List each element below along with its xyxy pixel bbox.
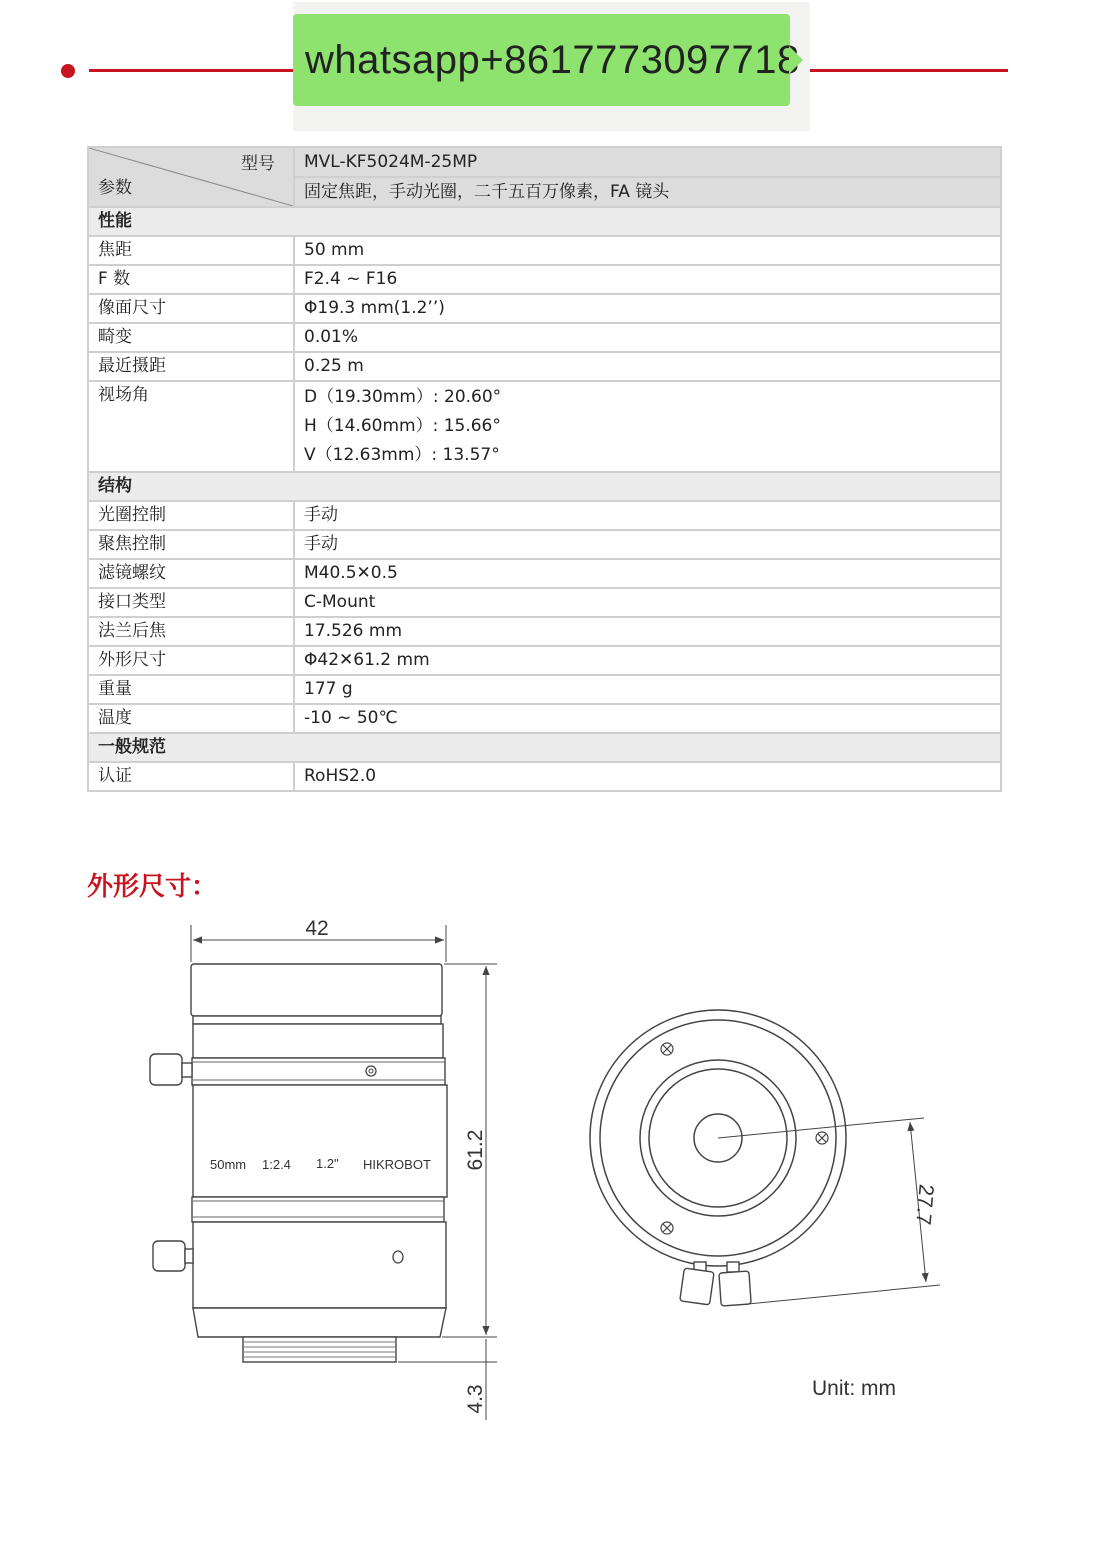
spec-row <box>88 704 1001 733</box>
spec-value: M40.5✕0.5 <box>294 559 1001 588</box>
header-rule-right <box>810 69 1008 72</box>
front-lock-knob-icon <box>680 1262 751 1306</box>
spec-label: 视场角 <box>88 381 294 472</box>
width-dimension-label: 42 <box>305 917 329 940</box>
spec-row <box>88 501 1001 530</box>
section-header-row <box>88 733 1001 762</box>
spec-value: 手动 <box>294 530 1001 559</box>
barrel-brand-text: HIKROBOT <box>363 1157 431 1172</box>
spec-value: 50 mm <box>294 236 1001 265</box>
spec-value: C-Mount <box>294 588 1001 617</box>
spec-value: Φ42✕61.2 mm <box>294 646 1001 675</box>
spec-label: 法兰后焦 <box>88 617 294 646</box>
corner-label-model: 型号 <box>241 154 275 174</box>
spec-label: 焦距 <box>88 236 294 265</box>
barrel-format-text: 1.2" <box>316 1156 339 1171</box>
length-dimension-label: 61.2 <box>464 1129 487 1171</box>
spec-label: 外形尺寸 <box>88 646 294 675</box>
dimensions-title: 外形尺寸： <box>87 872 218 902</box>
spec-row <box>88 762 1001 791</box>
barrel-focal-text: 50mm <box>210 1157 247 1172</box>
spec-label: 光圈控制 <box>88 501 294 530</box>
spec-label: 接口类型 <box>88 588 294 617</box>
spec-label: 聚焦控制 <box>88 530 294 559</box>
unit-label: Unit: mm <box>812 1377 896 1400</box>
spec-row <box>88 617 1001 646</box>
spec-value: 177 g <box>294 675 1001 704</box>
spec-label: F 数 <box>88 265 294 294</box>
spec-row <box>88 323 1001 352</box>
mount-screw-icon <box>661 1043 828 1234</box>
fov-line: D（19.30mm）: 20.60° <box>304 387 502 407</box>
spec-row <box>88 236 1001 265</box>
spec-row <box>88 646 1001 675</box>
mount-dimension-label: 4.3 <box>464 1384 487 1414</box>
spec-value: Φ19.3 mm(1.2’’) <box>294 294 1001 323</box>
fov-line: H（14.60mm）: 15.66° <box>304 416 501 436</box>
spec-label: 畸变 <box>88 323 294 352</box>
section-header-row <box>88 207 1001 236</box>
spec-row <box>88 675 1001 704</box>
spec-row <box>88 294 1001 323</box>
fov-line: V（12.63mm）: 13.57° <box>304 445 500 465</box>
whatsapp-contact-bubble <box>293 14 800 106</box>
spec-corner-cell <box>88 147 294 207</box>
whatsapp-contact-text: whatsapp+8617773097718 <box>305 37 800 82</box>
spec-row <box>88 559 1001 588</box>
spec-label: 认证 <box>88 762 294 791</box>
spec-value: RoHS2.0 <box>294 762 1001 791</box>
spec-header-row <box>88 147 1001 177</box>
corner-label-params: 参数 <box>98 178 132 198</box>
spec-row-fov <box>88 381 1001 472</box>
flange-dimension-label: 27.7 <box>911 1183 938 1226</box>
spec-label: 像面尺寸 <box>88 294 294 323</box>
section-title: 结构 <box>88 472 1001 501</box>
flange-dimension <box>718 1118 940 1304</box>
header-rule-left <box>89 69 295 72</box>
spec-value: 0.01% <box>294 323 1001 352</box>
spec-value: 0.25 m <box>294 352 1001 381</box>
spec-label: 滤镜螺纹 <box>88 559 294 588</box>
spec-label: 最近摄距 <box>88 352 294 381</box>
section-header-row <box>88 472 1001 501</box>
barrel-aperture-text: 1:2.4 <box>262 1157 291 1172</box>
section-title: 一般规范 <box>88 733 1001 762</box>
model-value: MVL-KF5024M-25MP <box>294 147 1001 177</box>
spec-row <box>88 352 1001 381</box>
lock-knob-icon <box>153 1241 193 1271</box>
lock-knob-icon <box>150 1054 192 1085</box>
spec-label: 重量 <box>88 675 294 704</box>
dimension-drawing <box>0 900 1102 1430</box>
spec-value: 手动 <box>294 501 1001 530</box>
spec-row <box>88 530 1001 559</box>
fov-values <box>294 381 1001 472</box>
spec-table <box>87 146 1002 792</box>
spec-label: 温度 <box>88 704 294 733</box>
header-dot <box>61 64 75 78</box>
description-value: 固定焦距，手动光圈，二千五百万像素，FA 镜头 <box>294 177 1001 207</box>
section-title: 性能 <box>88 207 1001 236</box>
spec-value: -10 ~ 50℃ <box>294 704 1001 733</box>
spec-value: F2.4 ~ F16 <box>294 265 1001 294</box>
spec-row <box>88 265 1001 294</box>
spec-row <box>88 588 1001 617</box>
spec-value: 17.526 mm <box>294 617 1001 646</box>
